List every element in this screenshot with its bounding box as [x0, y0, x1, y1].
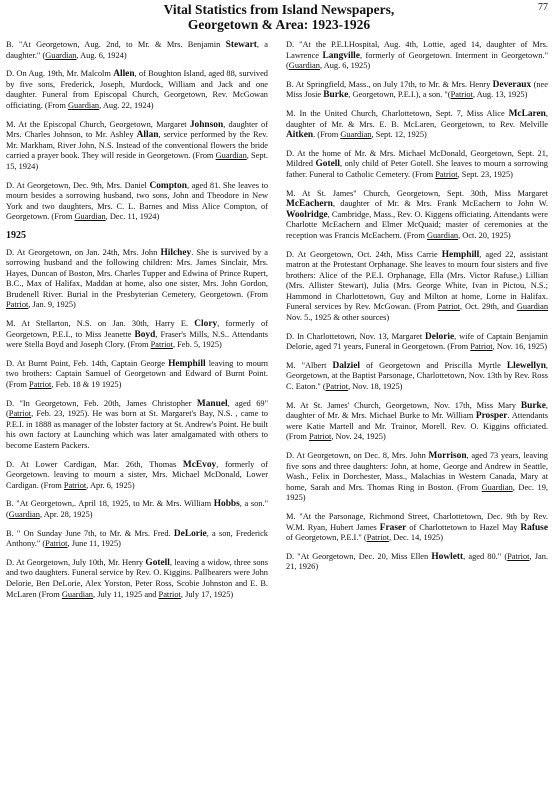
entry-text: D. On Aug. 19th, Mr. Malcolm — [6, 69, 114, 79]
newspaper-name: Patriot — [63, 480, 87, 490]
entry-text: , Dec. 14, 1925) — [389, 533, 444, 543]
entry-text: D. In Charlottetown, Nov. 13, Margaret — [286, 331, 426, 341]
entry-text: B. At Springfield, Mass., on July 17th, to Mr. & Mrs. Henry — [286, 79, 493, 89]
vital-record-entry — [6, 460, 268, 492]
vital-record-entry — [286, 40, 548, 72]
surname: Morrison — [428, 451, 467, 461]
entry-text: D. At Georgetown, on Jan. 24th, Mrs. John — [6, 247, 161, 257]
entry-text: , July 17, 1925) — [180, 589, 234, 599]
surname: Dalziel — [332, 360, 361, 371]
newspaper-name: Patriot — [470, 342, 493, 352]
entry-text: , Oct. 20, 1925) — [458, 230, 511, 240]
vital-record-entry — [286, 401, 548, 443]
newspaper-name: Patriot — [450, 90, 473, 100]
entry-text: , Sept. 12, 1925) — [371, 130, 427, 140]
entry-text: of Charlottetown to Hazel May — [406, 522, 521, 532]
entry-text: D. At the home of Mr. & Mrs. Michael McDonald, Georgetown, Sept. 21, Mildred — [286, 148, 548, 169]
newspaper-name: Patriot — [150, 340, 173, 350]
newspaper-name: Patriot — [45, 539, 68, 549]
entry-text: , formerly of Georgetown. leaving to mourn a sister, Mrs. Michael McDonald, Lower Cardigan. (From — [6, 459, 268, 490]
entry-text: , aged 69" ( — [6, 398, 268, 419]
newspaper-name: Patriot — [435, 169, 458, 179]
vital-record-entry — [6, 359, 268, 391]
year-heading: 1925 — [6, 229, 26, 241]
page-subtitle: Georgetown & Area: 1923-1926 — [187, 17, 371, 32]
newspaper-name: Guardian — [516, 302, 549, 312]
entry-text: , Aug. 13, 1925) — [472, 90, 528, 100]
surname: McEachern — [286, 199, 333, 210]
entry-text: , Jan. 21, 1926) — [286, 551, 548, 572]
entry-text: , service performed by the Rev. Mr. Markham, River John, N.S. Instead of the conventional flowers the bride carried a prayer book. They will reside in Georgetown. (From — [6, 130, 268, 161]
entry-text: D. "In Georgetown, Feb. 20th, James Christopher — [6, 398, 197, 408]
newspaper-name: Guardian — [215, 151, 247, 161]
newspaper-name: Guardian — [481, 482, 513, 492]
entry-text: D. At Burnt Point, Feb. 14th, Captain George — [6, 358, 169, 368]
entry-text: , Georgetown, P.E.I.), a son. "( — [348, 90, 451, 100]
vital-record-entry — [286, 149, 548, 181]
vital-record-entry — [6, 120, 268, 173]
surname: Delorie — [425, 331, 455, 342]
surname: McLaren — [508, 108, 546, 119]
entry-text: D. At Georgetown, on Dec. 8, Mrs. John — [286, 451, 429, 460]
newspaper-name: Guardian — [426, 230, 459, 240]
entry-text: , wife of Captain Benjamin Delorie, aged 71 years, Funeral in Georgetown. (From — [286, 331, 548, 352]
vital-record-entry — [286, 250, 548, 324]
entry-text: B. "At Georgetown, Aug. 2nd, to Mr. & Mrs. Benjamin — [6, 40, 226, 49]
entry-text: , Nov. 18, 1925) — [348, 382, 403, 392]
entry-text: , Aug. 6, 1925) — [319, 61, 371, 71]
surname: Burke — [323, 90, 349, 101]
newspaper-name: Guardian — [67, 100, 100, 110]
newspaper-name: Guardian — [288, 61, 320, 71]
entry-text: M. At Stellarton, N.S. on Jan. 30th, Harry E. — [6, 319, 195, 329]
surname: Rafuse — [520, 522, 548, 533]
entry-text: , aged 22, assistant matron at the Protestant Orphanage. She leaves to mourn four sisters and five brothers: Alice of the P.E.I. Orphanage, Ella (Mrs. Victor Rafuse,) Lillian (Mrs. Allister Stewart), Julia (Mrs. George White, Ivan in Pictou, N.S.; Hammond in Charlottetown, Guy and Milton at home, Lorne in Halifax. Funeral services by Rev. McGowan. (From — [286, 249, 548, 312]
surname: Clory — [194, 319, 218, 330]
entry-text: , aged 73 years, leaving five sons and three daughters: John, at home, George and Andrew in Seattle, Wash., Felix in Dorchester, Mass., Malachias in Western Canada, Mary at home, Sarah and Mrs. Thomas Ring in Boston. (From — [286, 451, 548, 492]
entry-text: , Apr. 28, 1925) — [39, 509, 93, 519]
entry-text: of Georgetown, P.E.I." ( — [286, 533, 367, 543]
entry-text: of Georgetown and Priscilla Myrtle — [360, 360, 507, 370]
vital-record-entry — [6, 181, 268, 223]
newspaper-name: Patriot — [325, 382, 349, 392]
newspaper-name: Patriot — [8, 409, 32, 419]
vital-record-entry — [6, 248, 268, 312]
vital-record-entry — [6, 319, 268, 351]
entry-text: . She is survived by a sorrowing husband and the following children: Mrs. James Sinclair, Mrs. Hayes, Duncan of Boston, Mrs. Charles Tupper and Edwina of Prince Rupert, B.C., Max of Halifax, Maddan at home, also one sister, Mrs. John Gordon, Brudenell River. Burial in the Presbyterian Cemetery, Georgetown. (From — [6, 247, 269, 299]
surname: Boyd — [134, 329, 156, 340]
vital-record-entry — [6, 529, 268, 550]
surname: Hemphill — [168, 358, 206, 369]
entry-text: , Aug. 6, 1924) — [76, 50, 127, 60]
entry-text: , Georgetown, at the Baptist Parsonage, Charlottetown, Nov. 13th by Rev. Ross C. Eaton." ( — [286, 360, 548, 392]
surname: Hilchey — [160, 247, 192, 258]
surname: Llewellyn — [506, 360, 546, 371]
entry-text: , Nov. 24, 1925) — [331, 432, 386, 442]
vital-record-entry — [286, 361, 548, 393]
surname: Stewart — [225, 40, 257, 50]
vital-record-entry — [6, 399, 268, 452]
entry-text: M. "At the Parsonage, Richmond Street, Charlottetown, Dec. 9th by Rev. W.M. Ryan, Hubert James — [286, 511, 548, 532]
entry-text: M. At St. James' Church, Georgetown, Nov. 17th, Miss Mary — [286, 400, 521, 410]
entry-text: , formerly of Georgetown, P.E.I., to Miss Jeanette — [6, 319, 268, 339]
vital-record-entry — [6, 40, 268, 61]
vital-record-entry — [6, 69, 268, 111]
surname: Hemphill — [441, 249, 480, 260]
entry-text: , Nov. 16, 1925) — [492, 342, 547, 352]
surname: Burke — [520, 400, 546, 411]
entry-text: D. At Georgetown, Oct. 24th, Miss Carrie — [286, 249, 442, 259]
surname: DeLorie — [173, 528, 207, 539]
vital-record-entry — [286, 552, 548, 573]
entry-text: , Jan. 9, 1925) — [28, 300, 76, 310]
surname: Prosper — [475, 411, 508, 422]
entry-text: , Cambridge, Mass., Rev. O. Kiggens officiating. Attendants were Charlotte McEachern and Elmer McQuaid; master of ceremonies at the reception was Francis McEachern. (From — [286, 209, 548, 240]
entry-text: , Sept. 23, 1925) — [457, 169, 513, 179]
entry-text: D. At Lower Cardigan, Mar. 26th, Thomas — [6, 459, 183, 469]
vital-record-entry — [286, 512, 548, 544]
newspaper-name: Guardian — [340, 130, 372, 140]
surname: Gotell — [315, 159, 340, 170]
surname: Fraser — [379, 522, 407, 533]
surname: Johnson — [189, 119, 224, 130]
entry-text: , daughter of Mr. & Mrs. Michael Burke to Mr. William — [286, 400, 548, 421]
entry-text: , Apr. 6, 1925) — [86, 480, 135, 490]
left-column — [6, 40, 268, 608]
entry-text: Nov. 5., 1925 & other sources) — [286, 313, 390, 323]
surname: Aitken — [286, 130, 314, 141]
entry-text: M. "Albert — [286, 360, 333, 370]
newspaper-name: Patriot — [366, 533, 390, 543]
newspaper-name: Guardian — [61, 589, 93, 599]
entry-text: , Dec. 11, 1924) — [105, 212, 160, 222]
surname: Deveraux — [492, 79, 532, 90]
entry-text: M. At St. James" Church, Georgetown, Sept. 30th, Miss Margaret — [286, 188, 548, 198]
vital-record-entry — [286, 189, 548, 242]
surname: McEvoy — [182, 459, 217, 470]
surname: Gotell — [145, 557, 170, 568]
entry-text: , formerly of Georgetown. Interment in Georgetown." ( — [286, 50, 548, 71]
vital-record-entry — [286, 332, 548, 353]
entry-text: , Dec. 19, 1925) — [286, 482, 548, 503]
entry-text: , Feb. 5, 1925) — [172, 340, 222, 350]
entry-text: , Sept. 15, 1924) — [6, 151, 268, 171]
entry-text: D. At Georgetown, July 10th, Mr. Henry — [6, 557, 146, 567]
page-number: 77 — [538, 2, 548, 13]
newspaper-name: Guardian — [74, 212, 106, 222]
surname: Allan — [136, 130, 159, 141]
entry-text: , Feb. 18 & 19 1925) — [51, 380, 122, 390]
entry-text: , daughter of Mr. & Mrs. Frank McEachern to John W. — [332, 199, 548, 209]
vital-record-entry — [286, 80, 548, 101]
newspaper-name: Patriot — [309, 432, 332, 442]
entry-text: , daughter of Mrs. Charles Johnson, to Mr. Ashley — [6, 119, 269, 140]
entry-text: D. At Georgetown, Dec. 9th, Mrs. Daniel — [6, 180, 150, 190]
surname: Compton — [149, 180, 187, 191]
surname: Allen — [113, 69, 135, 80]
entry-text: , a daughter." ( — [6, 40, 268, 60]
surname: Woolridge — [286, 209, 328, 220]
newspaper-name: Guardian — [8, 509, 40, 519]
entry-text: , Feb. 23, 1925). He was born at St. Margaret's Bay, N.S. , came to P.E.I. in 1888 as manager of the lobster factory at St. Andrew's Point. He built his own factory at Launching which was later amalgamated with others to become Eastern Packers. — [6, 409, 268, 450]
vital-record-entry — [286, 109, 548, 141]
newspaper-name: Patriot — [6, 300, 29, 310]
entry-text: . (From — [313, 130, 341, 140]
entry-text: , daughter of Mr. & Mrs. E. B. McLaren, Georgetown, to Rev. Melville — [286, 108, 548, 129]
vital-record-entry — [6, 499, 268, 520]
entry-text: D. "At the P.E.I.Hospital, Aug. 4th, Lottie, aged 14, daughter of Mrs. Lawrence — [286, 40, 548, 60]
entry-text: , leaving a widow, three sons and two daughters. Funeral service by Rev. O. Kiggins. Pallbearers were John Delorie, Ben DeLorie, Alex Yorston, Peter Ross, Scobie Johnston and E. B. McLaren (From — [6, 557, 268, 599]
entry-text: , of Boughton Island, aged 88, survived by five sons, Frederick, Joseph, Murdock, William and Jack and one daughter. Funeral from Episcopal Church, Georgetown, Rev. McGowan officiating. (From — [6, 69, 268, 110]
newspaper-name: Patriot — [29, 380, 52, 390]
entry-text: D. "At Georgetown, Dec. 20, Miss Ellen — [286, 551, 432, 561]
entry-text: , aged 81. She leaves to mourn besides a sorrowing husband, two sons, John and Theodore in New York and two daughters, Mrs. C. L. Barnes and Miss Alice Compton, of Georgetown. (From — [6, 180, 269, 222]
newspaper-name: Guardian — [45, 50, 77, 60]
surname: Langville — [322, 50, 360, 61]
vital-record-entry — [286, 451, 548, 504]
entry-text: , a son, Frederick Anthony." ( — [6, 528, 268, 549]
surname: Hobbs — [213, 499, 240, 510]
entry-text: , only child of Peter Gotell. She leaves to mourn a sorrowing father. Funeral to Catholic Cemetery. (From — [286, 159, 548, 179]
newspaper-name: Patriot — [437, 302, 460, 312]
entry-text: , Oct. 29th, and — [459, 302, 517, 312]
entry-text: , aged 80." ( — [463, 551, 508, 561]
surname: Howlett — [431, 551, 464, 562]
entry-text: , Fraser's Mills, N.S.. Attendants were Stella Boyd and Joseph Clory. (From — [6, 329, 268, 350]
entry-text: B. " On Sunday June 7th, to Mr. & Mrs. Fred. — [6, 528, 174, 538]
entry-text: , a son." ( — [6, 499, 268, 519]
entry-text: (nee Miss Josie — [286, 79, 548, 100]
entry-text: , July 11, 1925 and — [93, 589, 159, 599]
entry-text: , June 11, 1925) — [67, 539, 121, 549]
entry-text: M. In the United Church, Charlottetown, Sept. 7, Miss Alice — [286, 108, 509, 118]
entry-text: B. "At Georgetown,. April 18, 1925, to Mr. & Mrs. William — [6, 499, 214, 509]
newspaper-name: Patriot — [158, 589, 181, 599]
surname: Manuel — [196, 398, 228, 409]
entry-text: , Aug. 22, 1924) — [99, 100, 154, 110]
entry-text: leaving to mourn two brothers: Captain Samuel of Georgetown and Edward of Burnt Point. (From — [6, 358, 268, 390]
right-column — [286, 40, 548, 581]
newspaper-name: Patriot — [507, 551, 530, 561]
page-title: Vital Statistics from Island Newspapers, — [163, 2, 395, 17]
vital-record-entry — [6, 558, 268, 600]
entry-text: M. At the Episcopal Church, Georgetown, Margaret — [6, 119, 190, 129]
entry-text: . Attendants were Katie Martell and Mr. Trainor, Morell. Rev. O. Kiggins officiated. (From — [286, 411, 548, 442]
